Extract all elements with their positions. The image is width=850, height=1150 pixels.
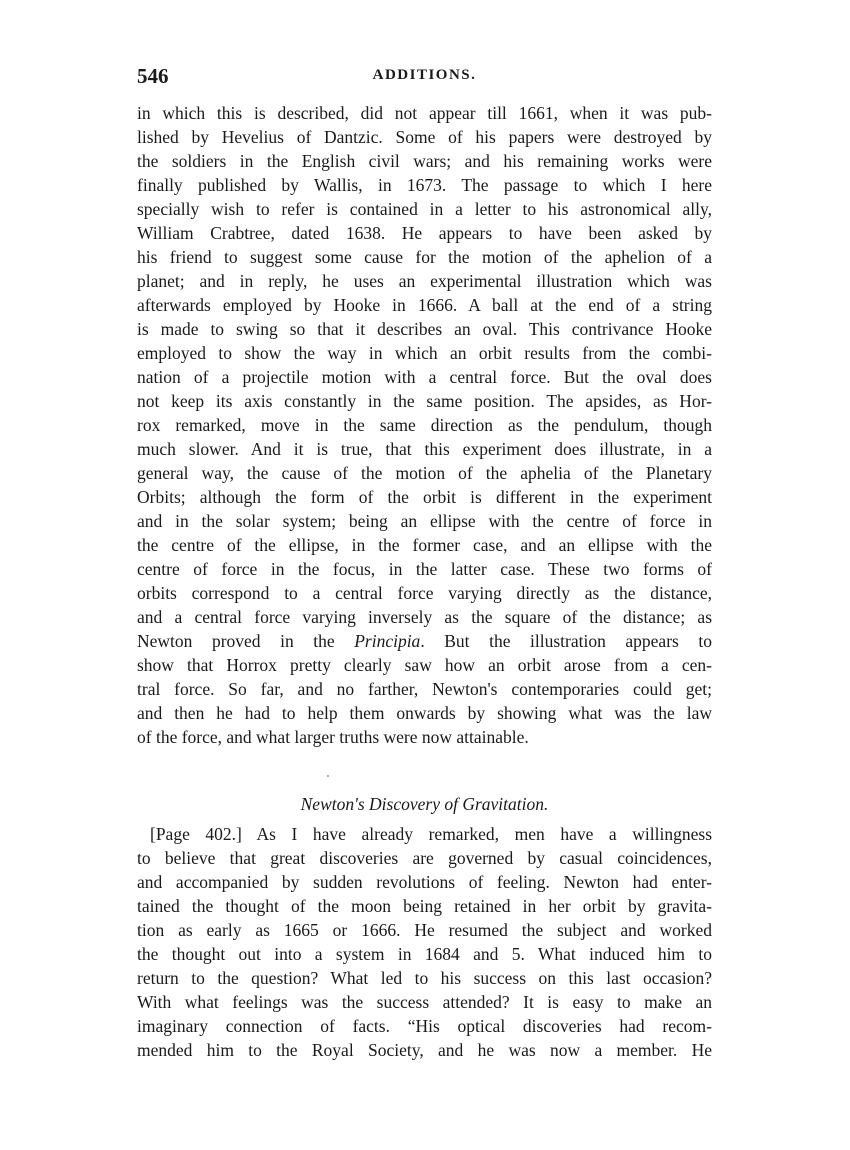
text-line: afterwards employed by Hooke in 1666. A ball at the end of a string xyxy=(137,295,712,315)
text-line: to believe that great discoveries are governed by casual coincidences, xyxy=(137,848,712,868)
text-line: rox remarked, move in the same direction as the pendulum, though xyxy=(137,415,712,435)
section-heading: Newton's Discovery of Gravitation. xyxy=(300,794,549,814)
principia-title: Principia xyxy=(354,631,421,651)
text-line: lished by Hevelius of Dantzic. Some of his papers were destroyed by xyxy=(137,127,712,147)
running-title: ADDITIONS. xyxy=(372,67,477,83)
text-segment: . But the illustration appears to xyxy=(420,631,712,651)
text-line: show that Horrox pretty clearly saw how an orbit arose from a cen- xyxy=(137,655,712,675)
ink-speck xyxy=(327,775,329,777)
text-line: is made to swing so that it describes an oval. This contrivance Hooke xyxy=(137,319,712,339)
text-line: and in the solar system; being an ellipse with the centre of force in xyxy=(137,511,712,531)
text-line: employed to show the way in which an orbit results from the combi- xyxy=(137,343,712,363)
running-head xyxy=(137,64,712,88)
text-line: in which this is described, did not appear till 1661, when it was pub- xyxy=(137,103,712,123)
text-line: much slower. And it is true, that this experiment does illustrate, in a xyxy=(137,439,712,459)
text-line: and a central force varying inversely as the square of the distance; as xyxy=(137,607,712,627)
paragraph-newton xyxy=(137,822,712,1062)
text-line: the centre of the ellipse, in the former case, and an ellipse with the xyxy=(137,535,712,555)
text-line: his friend to suggest some cause for the motion of the aphelion of a xyxy=(137,247,712,267)
text-line: imaginary connection of facts. “His optical discoveries had recom- xyxy=(137,1016,712,1036)
text-line: [Page 402.] As I have already remarked, men have a willingness xyxy=(150,824,712,844)
text-line: of the force, and what larger truths were now attainable. xyxy=(137,727,529,747)
text-line: With what feelings was the success attended? It is easy to make an xyxy=(137,992,712,1012)
page-number: 546 xyxy=(137,64,169,88)
text-line-principia xyxy=(137,629,712,653)
text-line: the thought out into a system in 1684 and 5. What induced him to xyxy=(137,944,712,964)
paragraph-horrox xyxy=(137,101,712,749)
text-line: return to the question? What led to his success on this last occasion? xyxy=(137,968,712,988)
text-line: specially wish to refer is contained in a letter to his astronomical ally, xyxy=(137,199,712,219)
text-line: tained the thought of the moon being retained in her orbit by gravita- xyxy=(137,896,712,916)
text-line: and then he had to help them onwards by showing what was the law xyxy=(137,703,712,723)
text-line: orbits correspond to a central force varying directly as the distance, xyxy=(137,583,712,603)
text-line: planet; and in reply, he uses an experimental illustration which was xyxy=(137,271,712,291)
text-line: mended him to the Royal Society, and he was now a member. He xyxy=(137,1040,712,1060)
text-line: nation of a projectile motion with a central force. But the oval does xyxy=(137,367,712,387)
text-line: centre of force in the focus, in the latter case. These two forms of xyxy=(137,559,712,579)
text-line: Orbits; although the form of the orbit is different in the experiment xyxy=(137,487,712,507)
text-segment: Newton proved in the xyxy=(137,631,355,651)
text-line: not keep its axis constantly in the same position. The apsides, as Hor- xyxy=(137,391,712,411)
text-line: William Crabtree, dated 1638. He appears to have been asked by xyxy=(137,223,712,243)
text-line: general way, the cause of the motion of the aphelia of the Planetary xyxy=(137,463,712,483)
text-line: and accompanied by sudden revolutions of feeling. Newton had enter- xyxy=(137,872,712,892)
text-line: the soldiers in the English civil wars; and his remaining works were xyxy=(137,151,712,171)
text-line: tion as early as 1665 or 1666. He resumed the subject and worked xyxy=(137,920,712,940)
text-line: tral force. So far, and no farther, Newton's contemporaries could get; xyxy=(137,679,712,699)
text-line: finally published by Wallis, in 1673. The passage to which I here xyxy=(137,175,712,195)
